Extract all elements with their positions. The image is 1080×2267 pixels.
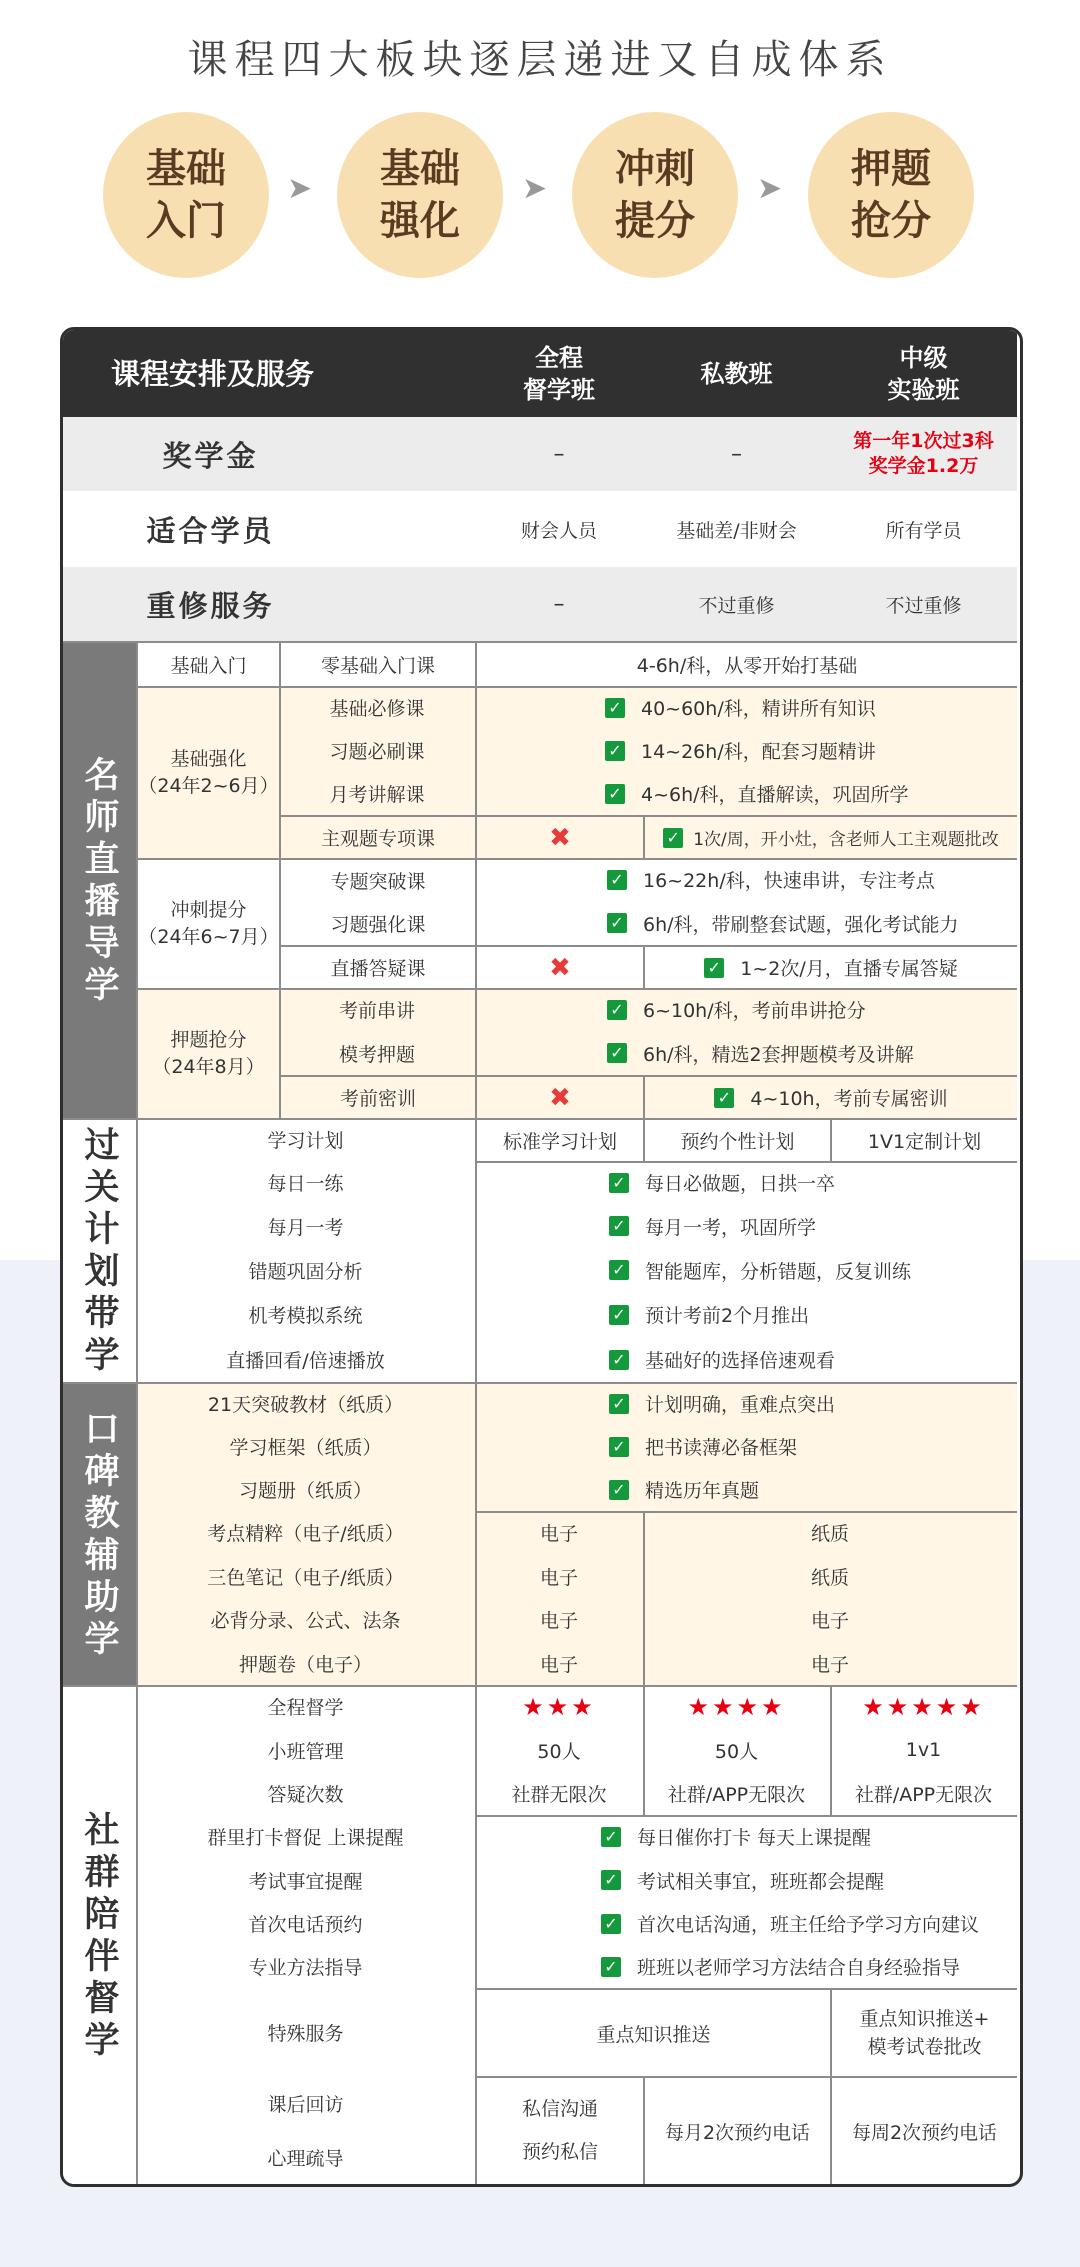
- live-desc-review: [475, 988, 1017, 1031]
- community-item: 课后回访: [267, 2093, 344, 2116]
- materials-item: 习题册（纸质）: [238, 1480, 372, 1502]
- community-item: 首次电话预约: [248, 1914, 363, 1936]
- check-icon: ✓: [704, 958, 724, 978]
- qa-count-c1: 社群无限次: [511, 1784, 607, 1806]
- community-item: 考试事宜提醒: [248, 1870, 363, 1893]
- check-icon: ✓: [609, 1216, 629, 1236]
- desc-text: 1次/周，开小灶，含老师人工主观题批改: [693, 830, 999, 850]
- plan-item: 每月一考: [267, 1216, 344, 1239]
- stage-basic-strengthen: [337, 112, 503, 278]
- live-course-topic: 专题突破课: [279, 858, 475, 901]
- stage-label: 基础: [380, 146, 460, 192]
- live-cell-intensive-c1: [475, 1075, 643, 1118]
- plan-item: 错题巩固分析: [248, 1260, 363, 1283]
- community-desc: [475, 1902, 1017, 1945]
- stage-sprint: [572, 112, 738, 278]
- desc-text: 每月一考，巩固所学: [645, 1216, 817, 1239]
- community-item: 答疑次数: [267, 1784, 344, 1806]
- followup-c1: [475, 2076, 643, 2184]
- plan-c1: 标准学习计划: [475, 1118, 643, 1161]
- page-title: 课程四大板块逐层递进又自成体系: [187, 37, 893, 83]
- scholarship-label: 奖学金: [162, 438, 259, 473]
- plan-item: 机考模拟系统: [248, 1305, 363, 1327]
- community-desc: [475, 1858, 1017, 1902]
- stage-text: （24年6~7月）: [138, 926, 279, 948]
- desc-text: 预计考前2个月推出: [645, 1305, 810, 1327]
- community-item: 心理疏导: [267, 2147, 344, 2170]
- plan-desc: [475, 1204, 1017, 1248]
- desc-text: 6~10h/科，考前串讲抢分: [643, 1000, 866, 1022]
- live-course-intensive: 考前密训: [279, 1075, 475, 1118]
- suitable-c3: 所有学员: [885, 519, 962, 542]
- desc-text: 40~60h/科，精讲所有知识: [641, 698, 876, 720]
- materials-item: 学习框架（纸质）: [229, 1437, 382, 1459]
- arrow-right-icon: ➤: [757, 171, 783, 206]
- check-icon: ✓: [605, 741, 625, 761]
- check-icon: ✓: [607, 870, 627, 890]
- desc-text: 6h/科，精选2套押题模考及讲解: [643, 1043, 914, 1066]
- check-icon: ✓: [609, 1437, 629, 1457]
- scholarship-c2: –: [731, 441, 742, 467]
- materials-desc: [475, 1468, 1017, 1511]
- desc-text: 智能题库，分析错题，反复训练: [645, 1260, 912, 1283]
- suitable-c1: 财会人员: [520, 519, 597, 542]
- live-course-drill: 习题强化课: [279, 901, 475, 945]
- check-icon: ✓: [605, 784, 625, 804]
- materials-c1: 电子: [539, 1653, 578, 1676]
- scholarship-c1: –: [553, 441, 565, 467]
- desc-text: 每日必做题，日拱一卒: [645, 1173, 836, 1195]
- star-icon: ★★★★★: [862, 1692, 985, 1721]
- retake-c1: –: [553, 591, 565, 617]
- community-item: 全程督学: [267, 1697, 344, 1719]
- check-icon: ✓: [609, 1305, 629, 1325]
- community-item: 群里打卡督促 上课提醒: [207, 1827, 404, 1849]
- special-c3: [830, 1988, 1017, 2076]
- desc-text: 考试相关事宜，班班都会提醒: [637, 1870, 885, 1893]
- community-desc: [475, 1945, 1017, 1988]
- stage-text: 基础强化: [170, 748, 247, 770]
- plan-item: 每日一练: [267, 1173, 344, 1195]
- star-icon: ★★★★: [687, 1692, 786, 1721]
- desc-text: 班班以老师学习方法结合自身经验指导: [637, 1957, 961, 1979]
- plan-desc: [475, 1337, 1017, 1382]
- live-desc-topic: [475, 858, 1017, 901]
- live-desc-mock: [475, 1031, 1017, 1075]
- community-desc: [475, 1815, 1017, 1858]
- stage-text: （24年8月）: [152, 1056, 265, 1078]
- check-icon: ✓: [601, 1914, 621, 1934]
- desc-text: 把书读薄必备框架: [645, 1437, 798, 1459]
- desc-text: 16~22h/科，快速串讲，专注考点: [643, 870, 935, 892]
- class-size-c2: 50人: [714, 1740, 759, 1763]
- live-course-monthly: 月考讲解课: [329, 784, 425, 806]
- check-icon: ✓: [601, 1957, 621, 1977]
- cross-icon: ✖: [549, 822, 571, 853]
- desc-text: 基础好的选择倍速观看: [645, 1350, 836, 1372]
- desc-text: 4~10h，考前专属密训: [750, 1088, 948, 1110]
- live-course-mock: 模考押题: [338, 1043, 415, 1066]
- header-col-experiment: [830, 330, 1017, 417]
- header-main: 课程安排及服务: [63, 330, 475, 417]
- followup-c3: 每周2次预约电话: [830, 2076, 1017, 2184]
- live-course-review: 考前串讲: [338, 1000, 415, 1022]
- stage-label: 入门: [146, 198, 226, 244]
- materials-desc: [475, 1382, 1017, 1425]
- materials-c1: 电子: [539, 1523, 578, 1545]
- materials-c23: 纸质: [810, 1566, 849, 1589]
- followup-text: 预约私信: [521, 2141, 598, 2163]
- live-course-intro: 零基础入门课: [279, 641, 475, 686]
- check-icon: ✓: [609, 1394, 629, 1414]
- suitable-label: 适合学员: [146, 513, 275, 548]
- check-icon: ✓: [714, 1088, 734, 1108]
- plan-c3: 1V1定制计划: [830, 1118, 1017, 1161]
- plan-desc: [475, 1292, 1017, 1337]
- desc-text: 1~2次/月，直播专属答疑: [740, 958, 958, 980]
- check-icon: ✓: [609, 1173, 629, 1193]
- plan-desc: [475, 1161, 1017, 1204]
- header-label: 实验班: [887, 375, 960, 404]
- header-col-supervise: [475, 330, 643, 417]
- retake-label: 重修服务: [146, 588, 275, 623]
- live-course-basic: 基础必修课: [329, 698, 425, 720]
- live-desc-subjective: [643, 815, 1017, 858]
- live-desc-qa: [643, 945, 1017, 988]
- star-icon: ★★★: [522, 1692, 596, 1721]
- community-item: 小班管理: [267, 1740, 344, 1763]
- desc-text: 6h/科，带刷整套试题，强化考试能力: [643, 913, 959, 936]
- plan-item: 学习计划: [267, 1130, 344, 1152]
- section-title: 口碑教辅助学: [84, 1409, 120, 1660]
- plan-item: 直播回看/倍速播放: [226, 1350, 385, 1372]
- live-course-qa: 直播答疑课: [279, 945, 475, 988]
- live-course-practice: 习题必刷课: [329, 741, 425, 763]
- live-desc-intensive: [643, 1075, 1017, 1118]
- stage-text: （24年2~6月）: [138, 775, 279, 797]
- followup-c2: 每月2次预约电话: [643, 2076, 830, 2184]
- arrow-right-icon: ➤: [522, 171, 548, 206]
- class-size-c1: 50人: [537, 1740, 581, 1763]
- scholarship-text: 第一年1次过3科: [853, 430, 994, 452]
- materials-c1: 电子: [539, 1566, 578, 1589]
- materials-item: 三色笔记（电子/纸质）: [207, 1566, 404, 1589]
- community-item: 特殊服务: [267, 2022, 344, 2045]
- check-icon: ✓: [663, 828, 683, 848]
- suitable-c2: 基础差/非财会: [676, 519, 797, 542]
- qa-count-c2: 社群/APP无限次: [667, 1784, 806, 1806]
- stage-label: 冲刺: [615, 146, 695, 192]
- stage-label: 基础: [146, 146, 226, 192]
- cross-icon: ✖: [549, 1082, 571, 1113]
- live-stage-1: 基础入门: [136, 641, 279, 686]
- check-icon: ✓: [609, 1260, 629, 1280]
- check-icon: ✓: [607, 913, 627, 933]
- live-desc-basic: [475, 686, 1017, 729]
- live-desc-practice: [475, 729, 1017, 772]
- stage-label: 抢分: [851, 198, 931, 244]
- plan-desc: [475, 1248, 1017, 1292]
- live-desc-drill: [475, 901, 1017, 945]
- live-course-subjective: 主观题专项课: [279, 815, 475, 858]
- stage-text: 冲刺提分: [170, 899, 247, 921]
- materials-c23: 电子: [810, 1653, 849, 1676]
- desc-text: 精选历年真题: [645, 1480, 760, 1502]
- check-icon: ✓: [601, 1870, 621, 1890]
- followup-text: 私信沟通: [521, 2098, 598, 2120]
- stage-text: 押题抢分: [170, 1029, 247, 1051]
- section-materials-label: [63, 1382, 136, 1685]
- scholarship-c3: [830, 417, 1017, 491]
- stage-basic-intro: [103, 112, 269, 278]
- live-desc-monthly: [475, 772, 1017, 815]
- class-size-c3: 1v1: [905, 1739, 942, 1761]
- live-stage-2: [136, 686, 279, 858]
- plan-c2: 预约个性计划: [643, 1118, 830, 1161]
- materials-item: 必背分录、公式、法条: [210, 1610, 401, 1632]
- materials-c23: 电子: [810, 1610, 849, 1632]
- retake-c3: 不过重修: [885, 594, 962, 617]
- section-live-label: [63, 641, 136, 1118]
- check-icon: ✓: [607, 1000, 627, 1020]
- retake-c2: 不过重修: [698, 594, 775, 617]
- section-title: 社群陪伴督学: [84, 1810, 120, 2061]
- section-plan-label: [63, 1118, 136, 1382]
- arrow-right-icon: ➤: [287, 171, 313, 206]
- header-label: 中级: [899, 343, 948, 372]
- header-label: 督学班: [523, 375, 595, 404]
- check-icon: ✓: [609, 1350, 629, 1370]
- materials-c1: 电子: [539, 1610, 578, 1632]
- header-col-private: 私教班: [643, 330, 830, 417]
- materials-c23: 纸质: [810, 1523, 849, 1545]
- desc-text: 14~26h/科，配套习题精讲: [641, 741, 876, 763]
- live-stage-4: [136, 988, 279, 1118]
- cross-icon: ✖: [549, 952, 571, 983]
- check-icon: ✓: [609, 1480, 629, 1500]
- section-community-label: [63, 1685, 136, 2184]
- desc-text: 每日催你打卡 每天上课提醒: [637, 1827, 872, 1849]
- special-text: 模考试卷批改: [867, 2036, 982, 2058]
- materials-desc: [475, 1425, 1017, 1468]
- materials-item: 押题卷（电子）: [238, 1653, 372, 1676]
- live-stage-3: [136, 858, 279, 988]
- check-icon: ✓: [605, 698, 625, 718]
- live-cell-subjective-c1: [475, 815, 643, 858]
- desc-text: 首次电话沟通，班主任给予学习方向建议: [637, 1914, 980, 1936]
- scholarship-text: 奖学金1.2万: [868, 455, 979, 477]
- stage-prediction: [808, 112, 974, 278]
- materials-item: 考点精粹（电子/纸质）: [207, 1523, 404, 1545]
- desc-text: 计划明确，重难点突出: [645, 1394, 836, 1416]
- check-icon: ✓: [601, 1827, 621, 1847]
- live-cell-qa-c1: [475, 945, 643, 988]
- special-text: 重点知识推送+: [859, 2008, 990, 2030]
- live-desc-intro: 4-6h/科，从零开始打基础: [475, 641, 1017, 686]
- special-c12: 重点知识推送: [475, 1988, 830, 2076]
- stage-label: 提分: [615, 198, 695, 244]
- qa-count-c3: 社群/APP无限次: [854, 1784, 993, 1806]
- section-title: 过关计划带学: [84, 1126, 120, 1376]
- header-label: 全程: [535, 343, 583, 372]
- section-title: 名师直播导学: [84, 755, 120, 1006]
- desc-text: 4~6h/科，直播解读，巩固所学: [641, 784, 909, 806]
- check-icon: ✓: [607, 1043, 627, 1063]
- course-table: [60, 327, 1023, 2187]
- stage-label: 押题: [851, 146, 931, 192]
- community-item: 专业方法指导: [248, 1957, 363, 1979]
- materials-item: 21天突破教材（纸质）: [207, 1394, 404, 1416]
- stage-label: 强化: [380, 198, 460, 244]
